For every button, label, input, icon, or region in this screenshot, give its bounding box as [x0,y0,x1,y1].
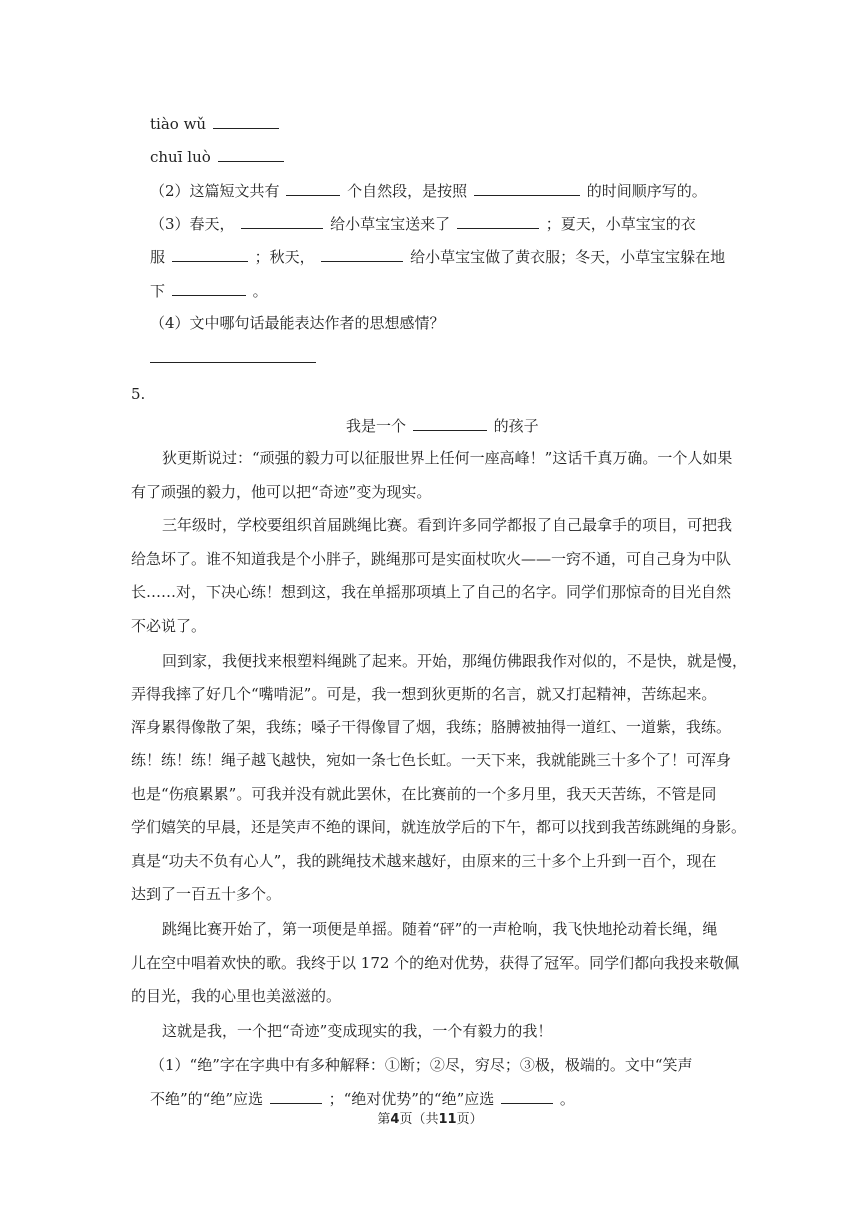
paragraph-2-line: 不必说了。 [131,617,207,635]
paragraph-1-line: 狄更斯说过：“顽强的毅力可以征服世界上任何一座高峰！”这话千真万确。一个人如果 [162,449,733,467]
title-text: 我是一个 [346,417,407,435]
paragraph-3-line: 练！练！练！绳子越飞越快，宛如一条七色长虹。一天下来，我就能跳三十多个了！可浑身 [131,751,732,769]
page-number: 4 [390,1112,400,1127]
question-number: 5. [131,385,146,403]
question-text: 。 [252,282,268,300]
question-text: ；秋天， [254,248,315,266]
paragraph-4-line: 儿在空中唱着欢快的歌。我终于以 172 个的绝对优势，获得了冠军。同学们都向我投来敬佩 [131,954,740,972]
answer-blank [501,1087,553,1104]
passage-title [346,414,539,437]
paragraph-4-line: 的目光，我的心里也美滋滋的。 [131,987,342,1005]
total-pages: 11 [438,1112,457,1127]
paragraph-3-line: 达到了一百五十多个。 [131,885,282,903]
question-text: 给小草宝宝做了黄衣服；冬天，小草宝宝躲在地 [410,248,726,266]
question-text: ；“绝对优势”的“绝”应选 [328,1090,495,1108]
question-text: 的时间顺序写的。 [586,182,707,200]
answer-blank [218,145,284,162]
pinyin-item-chui-luo [150,145,286,168]
answer-blank [413,414,487,431]
question-text: 下 [150,282,166,300]
answer-blank [241,212,323,229]
answer-blank [474,179,580,196]
paragraph-5-line: 这就是我，一个把“奇迹”变成现实的我，一个有毅力的我！ [162,1022,553,1040]
paragraph-2-line: 给急坏了。谁不知道我是个小胖子，跳绳那可是实面杖吹火——一窍不通，可自己身为中队 [131,550,732,568]
pinyin-text: chuī luò [150,148,211,166]
paragraph-3-line: 学们嬉笑的早晨，还是笑声不绝的课间，就连放学后的下午，都可以找到我苦练跳绳的身影。 [131,818,747,836]
paragraph-3-line: 弄得我摔了好几个“嘴啃泥”。可是，我一想到狄更斯的名言，就又打起精神，苦练起来。 [131,685,717,703]
footer-text: 第 [377,1112,391,1127]
question-4-3-line1 [150,212,696,235]
answer-blank [213,112,279,129]
answer-blank [172,245,248,262]
answer-blank [321,245,403,262]
paragraph-2-line: 三年级时，学校要组织首届跳绳比赛。看到许多同学都报了自己最拿手的项目，可把我 [162,516,733,534]
question-4-3-line3 [150,279,268,302]
paragraph-4-line: 跳绳比赛开始了，第一项便是单摇。随着“砰”的一声枪响，我飞快地抡动着长绳，绳 [162,920,718,938]
question-text: 给小草宝宝送来了 [330,215,451,233]
title-text: 的孩子 [493,417,539,435]
paragraph-2-line: 长……对，下决心练！想到这，我在单摇那项填上了自己的名字。同学们那惊奇的目光自然 [131,583,732,601]
answer-blank [457,212,539,229]
answer-line [150,361,316,363]
question-text: 。 [559,1090,575,1108]
footer-text: 页（共 [399,1112,439,1127]
paragraph-3-line: 回到家，我便找来根塑料绳跳了起来。开始，那绳仿佛跟我作对似的，不是快，就是慢， [162,652,748,670]
paragraph-3-line: 也是“伤痕累累”。可我并没有就此罢休，在比赛前的一个多月里，我天天苦练，不管是同 [131,785,717,803]
pinyin-item-tiao-wu [150,112,281,135]
answer-blank [172,279,246,296]
question-text: （3）春天， [150,215,235,233]
footer-text: 页） [456,1112,483,1127]
paragraph-1-line: 有了顽强的毅力，他可以把“奇迹”变为现实。 [131,483,432,501]
paragraph-3-line: 真是“功夫不负有心人”，我的跳绳技术越来越好，由原来的三十多个上升到一百个，现在 [131,852,717,870]
question-text: （4）文中哪句话最能表达作者的思想感情？ [150,314,445,332]
question-text: ；夏天，小草宝宝的衣 [545,215,696,233]
question-4-4 [150,312,445,334]
question-text: 服 [150,248,166,266]
question-4-2 [150,179,707,202]
question-5-1-line2 [150,1087,575,1110]
pinyin-text: tiào wǔ [150,115,207,133]
question-text: 不绝”的“绝”应选 [150,1090,264,1108]
question-5-1-line1: （1）“绝”字在字典中有多种解释：①断；②尽，穷尽；③极，极端的。文中“笑声 [150,1056,693,1074]
page-footer [0,1111,860,1129]
question-4-3-line2 [150,245,725,268]
paragraph-3-line: 浑身累得像散了架，我练；嗓子干得像冒了烟，我练；胳膊被抽得一道红、一道紫，我练。 [131,718,732,736]
question-text: （2）这篇短文共有 [150,182,280,200]
question-text: 个自然段，是按照 [347,182,468,200]
answer-blank [286,179,340,196]
answer-blank [270,1087,322,1104]
